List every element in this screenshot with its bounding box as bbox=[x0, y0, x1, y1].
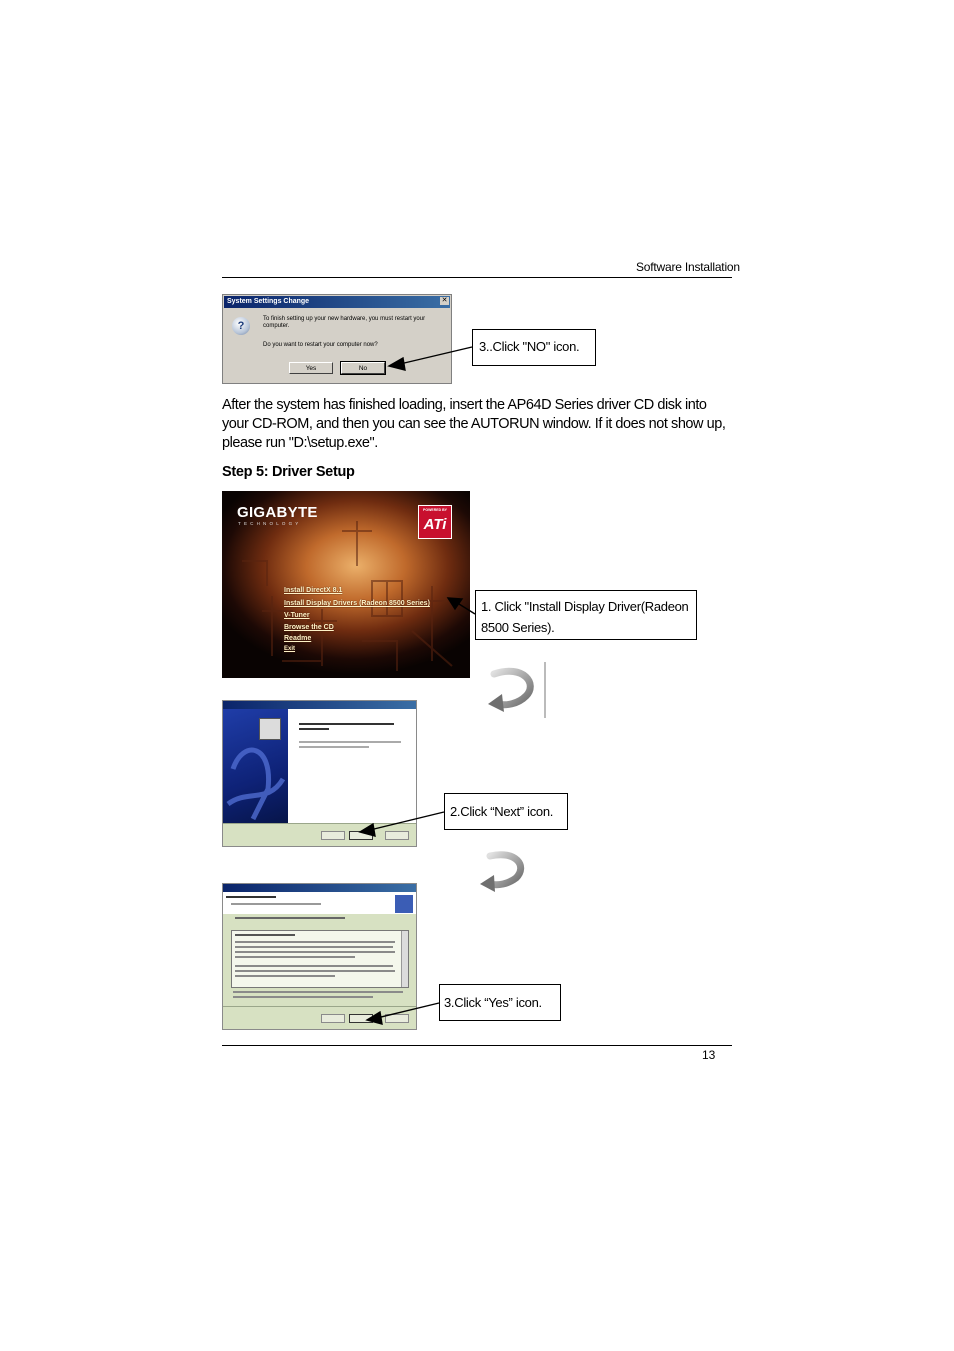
license-body bbox=[223, 914, 416, 1029]
question-line bbox=[233, 996, 373, 998]
back-button[interactable] bbox=[321, 1014, 345, 1023]
welcome-wizard bbox=[222, 700, 417, 847]
body-paragraph: After the system has finished loading, insert the AP64D Series driver CD disk into your CD-ROM, and then you can see the AUTORUN window. If it does not show up, please run "D:\setup.exe". bbox=[222, 397, 726, 451]
callout-install-line1: 1. Click "Install Display Driver(Radeon bbox=[481, 599, 689, 614]
back-button[interactable] bbox=[321, 831, 345, 840]
wizard-title-bar bbox=[223, 701, 416, 709]
cancel-button[interactable] bbox=[385, 831, 409, 840]
welcome-text-line bbox=[299, 728, 329, 730]
wizard-footer bbox=[223, 823, 416, 846]
license-wizard bbox=[222, 883, 417, 1030]
yes-button[interactable]: Yes bbox=[289, 362, 333, 374]
question-icon: ? bbox=[232, 317, 250, 335]
running-header: Software Installation bbox=[636, 260, 740, 274]
autorun-window bbox=[222, 491, 470, 678]
menu-browse-cd[interactable]: Browse the CD bbox=[284, 624, 334, 631]
callout-install-line2: 8500 Series). bbox=[481, 620, 555, 635]
menu-exit[interactable]: Exit bbox=[284, 646, 296, 652]
license-line bbox=[235, 956, 355, 958]
license-line bbox=[235, 934, 295, 936]
setup-box-icon bbox=[259, 718, 281, 740]
yes-button[interactable] bbox=[349, 1014, 373, 1023]
header-rule bbox=[222, 277, 732, 278]
menu-v-tuner[interactable]: V-Tuner bbox=[284, 612, 310, 619]
license-subtitle-line bbox=[231, 903, 321, 905]
license-line bbox=[235, 951, 395, 953]
callout-click-no: 3..Click "NO" icon. bbox=[472, 329, 596, 366]
menu-install-display-drivers[interactable]: Install Display Drivers (Radeon 8500 Series) bbox=[284, 600, 430, 607]
body-text-line bbox=[299, 741, 401, 743]
license-line bbox=[235, 946, 393, 948]
no-button[interactable]: No bbox=[341, 362, 385, 374]
page-number: 13 bbox=[702, 1048, 716, 1062]
technology-label: TECHNOLOGY bbox=[238, 521, 302, 526]
license-line bbox=[235, 970, 395, 972]
powered-by-label: POWERED BY bbox=[423, 508, 447, 512]
no-button[interactable] bbox=[385, 1014, 409, 1023]
callout-install-driver bbox=[475, 590, 697, 640]
license-line bbox=[235, 975, 335, 977]
license-line bbox=[235, 941, 395, 943]
close-icon[interactable]: ✕ bbox=[441, 297, 448, 304]
callout-click-next: 2.Click “Next” icon. bbox=[444, 793, 568, 830]
curved-arrow-icon bbox=[478, 848, 530, 896]
setup-logo-icon bbox=[395, 895, 413, 913]
question-line bbox=[233, 991, 403, 993]
step-heading: Step 5: Driver Setup bbox=[222, 464, 355, 480]
callout-click-yes: 3.Click “Yes” icon. bbox=[439, 984, 561, 1021]
license-textbox[interactable] bbox=[231, 930, 409, 988]
body-text-line bbox=[299, 746, 369, 748]
gigabyte-logo: GIGABYTE bbox=[237, 504, 318, 521]
license-line bbox=[235, 965, 393, 967]
menu-readme[interactable]: Readme bbox=[284, 635, 312, 642]
system-settings-dialog bbox=[222, 294, 452, 384]
wizard-title-bar bbox=[223, 884, 416, 892]
next-button[interactable] bbox=[349, 831, 373, 840]
menu-install-directx[interactable]: Install DirectX 8.1 bbox=[284, 587, 343, 594]
license-heading-line bbox=[226, 896, 276, 898]
footer-rule bbox=[222, 1045, 732, 1046]
license-scrollbar[interactable] bbox=[401, 931, 408, 987]
instruction-line bbox=[235, 917, 345, 919]
welcome-text-line bbox=[299, 723, 394, 725]
ati-label: ATi bbox=[423, 516, 447, 533]
ati-logo bbox=[418, 505, 452, 539]
wizard-footer bbox=[223, 1006, 416, 1029]
dialog-title: System Settings Change bbox=[224, 296, 450, 308]
curved-arrow-icon bbox=[486, 660, 548, 720]
dialog-question: Do you want to restart your computer now? bbox=[263, 342, 378, 348]
dialog-message: To finish setting up your new hardware, you must restart your computer. bbox=[263, 316, 426, 329]
